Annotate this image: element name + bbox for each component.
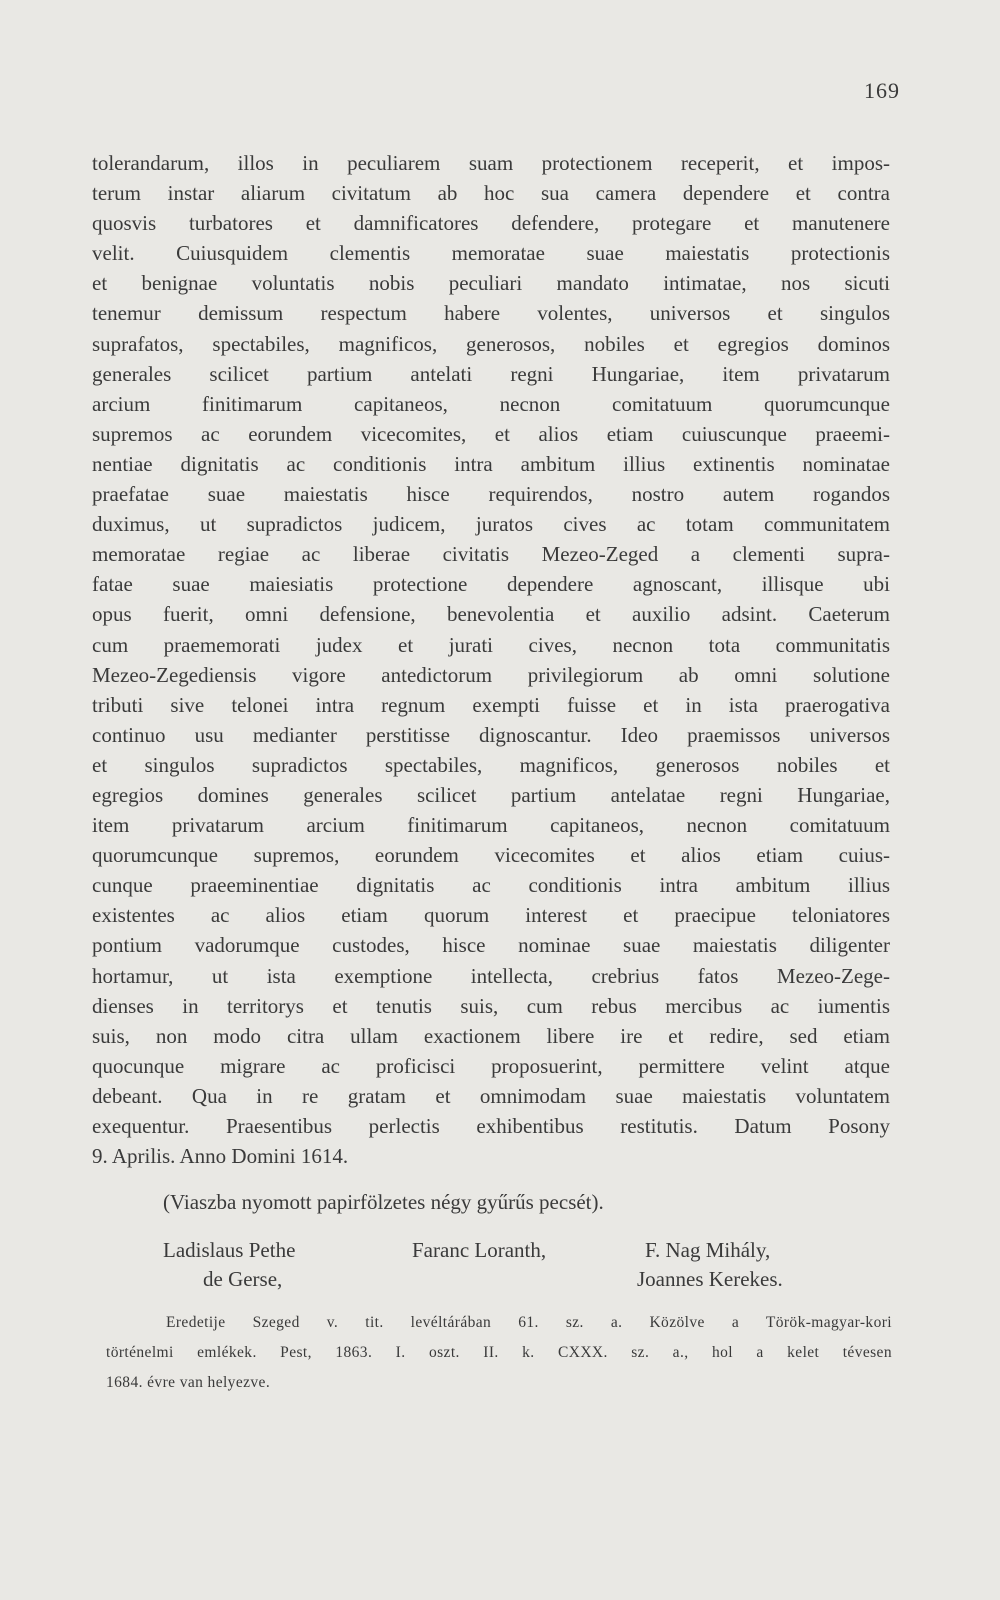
signature-nag-mihaly <box>637 1236 783 1294</box>
text-line: hortamur, ut ista exemptione intellecta, crebrius fatos Mezeo-Zege- <box>92 963 890 988</box>
footnote-line: Eredetije Szeged v. tit. levéltárában 61. sz. a. Közölve a Török-magyar-kori <box>166 1314 892 1331</box>
signature-name: Ladislaus Pethe <box>163 1238 296 1262</box>
signature-name-second: Joannes Kerekes. <box>637 1267 783 1291</box>
signature-name: Faranc Loranth, <box>412 1238 547 1262</box>
text-line: dienses in territorys et tenutis suis, cum rebus mercibus ac iumentis <box>92 993 890 1018</box>
text-line: item privatarum arcium finitimarum capitaneos, necnon comitatuum <box>92 813 890 838</box>
text-line: quocunque migrare ac proficisci proposuerint, permittere velint atque <box>92 1053 890 1078</box>
text-line: existentes ac alios etiam quorum interest et praecipue teloniatores <box>92 903 890 928</box>
signature-title: de Gerse, <box>203 1267 283 1291</box>
text-line: quorumcunque supremos, eorundem vicecomites et alios etiam cuius- <box>92 843 890 868</box>
text-line: generales scilicet partium antelati regni Hungariae, item privatarum <box>92 361 890 386</box>
text-line: Mezeo-Zegediensis vigore antedictorum privilegiorum ab omni solutione <box>92 662 890 687</box>
page-number: 169 <box>864 78 900 103</box>
text-line: suprafatos, spectabiles, magnificos, generosos, nobiles et egregios dominos <box>92 331 890 356</box>
text-line: debeant. Qua in re gratam et omnimodam suae maiestatis voluntatem <box>92 1083 890 1108</box>
text-line: praefatae suae maiestatis hisce requirendos, nostro autem rogandos <box>92 482 890 507</box>
text-line: egregios domines generales scilicet partium antelatae regni Hungariae, <box>92 782 890 807</box>
signature-ladislaus-pethe <box>163 1236 295 1294</box>
text-line: et benignae voluntatis nobis peculiari mandato intimatae, nos sicuti <box>92 271 890 296</box>
text-line: tenemur demissum respectum habere volentes, universos et singulos <box>92 301 890 326</box>
text-line: suis, non modo citra ullam exactionem libere ire et redire, sed etiam <box>92 1023 890 1048</box>
text-line: pontium vadorumque custodes, hisce nominae suae maiestatis diligenter <box>92 933 890 958</box>
text-line: opus fuerit, omni defensione, benevolentia et auxilio adsint. Caeterum <box>92 602 890 627</box>
text-line: tolerandarum, illos in peculiarem suam protectionem receperit, et impos- <box>92 151 890 175</box>
text-line: supremos ac eorundem vicecomites, et alios etiam cuiuscunque praeemi- <box>92 421 890 446</box>
text-line: nentiae dignitatis ac conditionis intra ambitum illius extinentis nominatae <box>92 451 890 476</box>
body-text <box>92 148 890 1171</box>
footnote <box>106 1308 892 1398</box>
text-line: memoratae regiae ac liberae civitatis Mezeo-Zeged a clementi supra- <box>92 542 890 567</box>
footnote-line: 1684. évre van helyezve. <box>106 1374 271 1391</box>
signature-name: F. Nag Mihály, <box>645 1238 771 1262</box>
text-line: fatae suae maiesiatis protectione dependere agnoscant, illisque ubi <box>92 572 890 597</box>
text-line: velit. Cuiusquidem clementis memoratae suae maiestatis protectionis <box>92 241 890 266</box>
text-line: exequentur. Praesentibus perlectis exhibentibus restitutis. Datum Posony <box>92 1114 890 1138</box>
text-line: et singulos supradictos spectabiles, magnificos, generosos nobiles et <box>92 752 890 777</box>
seal-note: (Viaszba nyomott papirfölzetes négy gyűrűs pecsét). <box>163 1190 604 1214</box>
signature-faranc-loranth <box>412 1236 546 1265</box>
text-line: 9. Aprilis. Anno Domini 1614. <box>92 1144 349 1169</box>
footnote-line: történelmi emlékek. Pest, 1863. I. oszt. II. k. CXXX. sz. a., hol a kelet tévesen <box>106 1344 892 1361</box>
text-line: continuo usu medianter perstitisse dignoscantur. Ideo praemissos universos <box>92 722 890 747</box>
text-line: quosvis turbatores et damnificatores defendere, protegare et manutenere <box>92 211 890 236</box>
text-line: duximus, ut supradictos judicem, juratos cives ac totam communitatem <box>92 512 890 537</box>
text-line: terum instar aliarum civitatum ab hoc sua camera dependere et contra <box>92 181 890 206</box>
text-line: cum praememorati judex et jurati cives, necnon tota communitatis <box>92 632 890 657</box>
text-line: cunque praeeminentiae dignitatis ac conditionis intra ambitum illius <box>92 873 890 898</box>
text-line: arcium finitimarum capitaneos, necnon comitatuum quorumcunque <box>92 391 890 416</box>
text-line: tributi sive telonei intra regnum exempti fuisse et in ista praerogativa <box>92 692 890 717</box>
